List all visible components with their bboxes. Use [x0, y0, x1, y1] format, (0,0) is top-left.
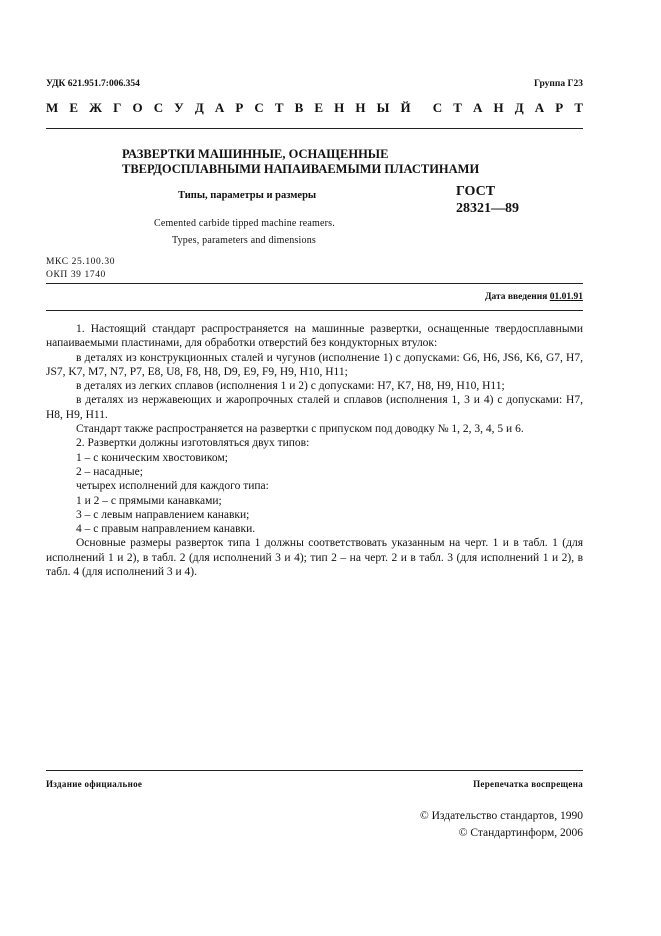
reprint-prohibited: Перепечатка воспрещена	[473, 779, 583, 789]
list-item-version-1-2: 1 и 2 – с прямыми канавками;	[76, 494, 222, 507]
copyright-block	[420, 808, 583, 842]
banner-letter: Т	[453, 100, 462, 115]
document-body	[46, 322, 583, 579]
banner-letter: Е	[69, 100, 79, 115]
english-title-line-1: Cemented carbide tipped machine reamers.	[154, 218, 335, 229]
classification-codes	[46, 256, 115, 282]
banner-letter: М	[46, 100, 59, 115]
title-line-1: РАЗВЕРТКИ МАШИННЫЕ, ОСНАЩЕННЫЕ	[122, 147, 389, 161]
banner-letter: С	[432, 100, 443, 115]
paragraph-scope: 1. Настоящий стандарт распространяется на машинные развертки, оснащенные твердосплавными напаиваемыми пластинами, для обработки отверстий без кондукторных втулок:	[46, 323, 583, 350]
paragraph-versions: четырех исполнений для каждого типа:	[76, 480, 269, 493]
banner-letter: Р	[555, 100, 564, 115]
copyright-1990: © Издательство стандартов, 1990	[419, 810, 583, 822]
gost-number: 28321—89	[456, 201, 519, 216]
banner-letter: Р	[235, 100, 244, 115]
english-title	[154, 215, 335, 249]
banner-letter: В	[294, 100, 304, 115]
gost-label: ГОСТ	[456, 184, 496, 199]
title-line-2: ТВЕРДОСПЛАВНЫМИ НАПАИВАЕМЫМИ ПЛАСТИНАМИ	[122, 162, 480, 176]
copyright-2006: © Стандартинформ, 2006	[458, 827, 583, 839]
effective-date	[485, 292, 583, 302]
effective-date-label: Дата введения	[484, 292, 548, 302]
banner-letter: А	[534, 100, 545, 115]
footer-rule	[46, 770, 583, 771]
banner-letter: Н	[334, 100, 345, 115]
banner-letter: А	[214, 100, 225, 115]
banner-letter: Ж	[89, 100, 102, 115]
list-item-type-1: 1 – с коническим хвостовиком;	[76, 451, 228, 464]
banner-letter: Е	[314, 100, 324, 115]
gost-block	[456, 183, 519, 217]
list-item-version-4: 4 – с правым направлением канавки.	[76, 523, 256, 536]
banner-letter: Н	[493, 100, 504, 115]
paragraph-types: 2. Развертки должны изготовляться двух типов:	[76, 437, 310, 450]
date-rule	[46, 310, 583, 311]
banner-letter: Ы	[376, 100, 390, 115]
banner-letter: Й	[400, 100, 411, 115]
paragraph-dimensions: Основные размеры разверток типа 1 должны соответствовать указанным на черт. 1 и в табл. 1 (для исполнений 1 и 2), в табл. 2 (для исполнений 3 и 4); тип 2 – на черт. 2 и в табл. 3 (для исполнений 1 и 2), в табл. 4 (для исполнений 3 и 4).	[46, 537, 583, 579]
banner-letter: Т	[574, 100, 583, 115]
banner-letter: А	[473, 100, 483, 115]
paragraph-stainless-steels: в деталях из нержавеющих и жаропрочных сталей и сплавов (исполнения 1, 3 и 4) с допусками: H7, H8, H9, H11.	[46, 394, 583, 421]
english-title-line-2: Types, parameters and dimensions	[172, 235, 316, 246]
udk-code: УДК 621.951.7:006.354	[46, 79, 140, 89]
banner-letter: У	[174, 100, 184, 115]
banner-letter: Д	[514, 100, 524, 115]
group-code: Группа Г23	[534, 79, 583, 89]
banner-letter: Г	[113, 100, 122, 115]
list-item-type-2: 2 – насадные;	[76, 465, 143, 478]
effective-date-value: 01.01.91	[549, 292, 583, 302]
codes-rule	[46, 283, 583, 284]
document-title	[122, 147, 479, 177]
banner-letter: С	[153, 100, 164, 115]
banner-letter: Т	[274, 100, 284, 115]
header-rule	[46, 128, 583, 129]
interstate-standard-banner	[46, 100, 583, 116]
document-subtitle: Типы, параметры и размеры	[178, 190, 317, 201]
banner-letter: Д	[194, 100, 204, 115]
list-item-version-3: 3 – с левым направлением канавки;	[76, 508, 250, 521]
banner-letter: Н	[355, 100, 366, 115]
paragraph-structural-steels: в деталях из конструкционных сталей и чугунов (исполнение 1) с допусками: G6, H6, JS6, K6, G7, H7, JS7, K7, M7, N7, P7, E8, U8, F8, H8, D9, E9, F9, H9, H10, H11;	[46, 351, 583, 378]
paragraph-finishing-allowance: Стандарт также распространяется на развертки с припуском под доводку № 1, 2, 3, 4, 5 и 6.	[76, 423, 524, 436]
banner-letter: О	[132, 100, 143, 115]
official-edition: Издание официальное	[46, 779, 143, 789]
banner-letter: С	[254, 100, 264, 115]
paragraph-light-alloys: в деталях из легких сплавов (исполнения 1 и 2) с допусками: H7, K7, H8, H9, H10, H11;	[76, 380, 505, 393]
mks-code: МКС 25.100.30	[46, 257, 116, 267]
okp-code: ОКП 39 1740	[46, 270, 106, 280]
